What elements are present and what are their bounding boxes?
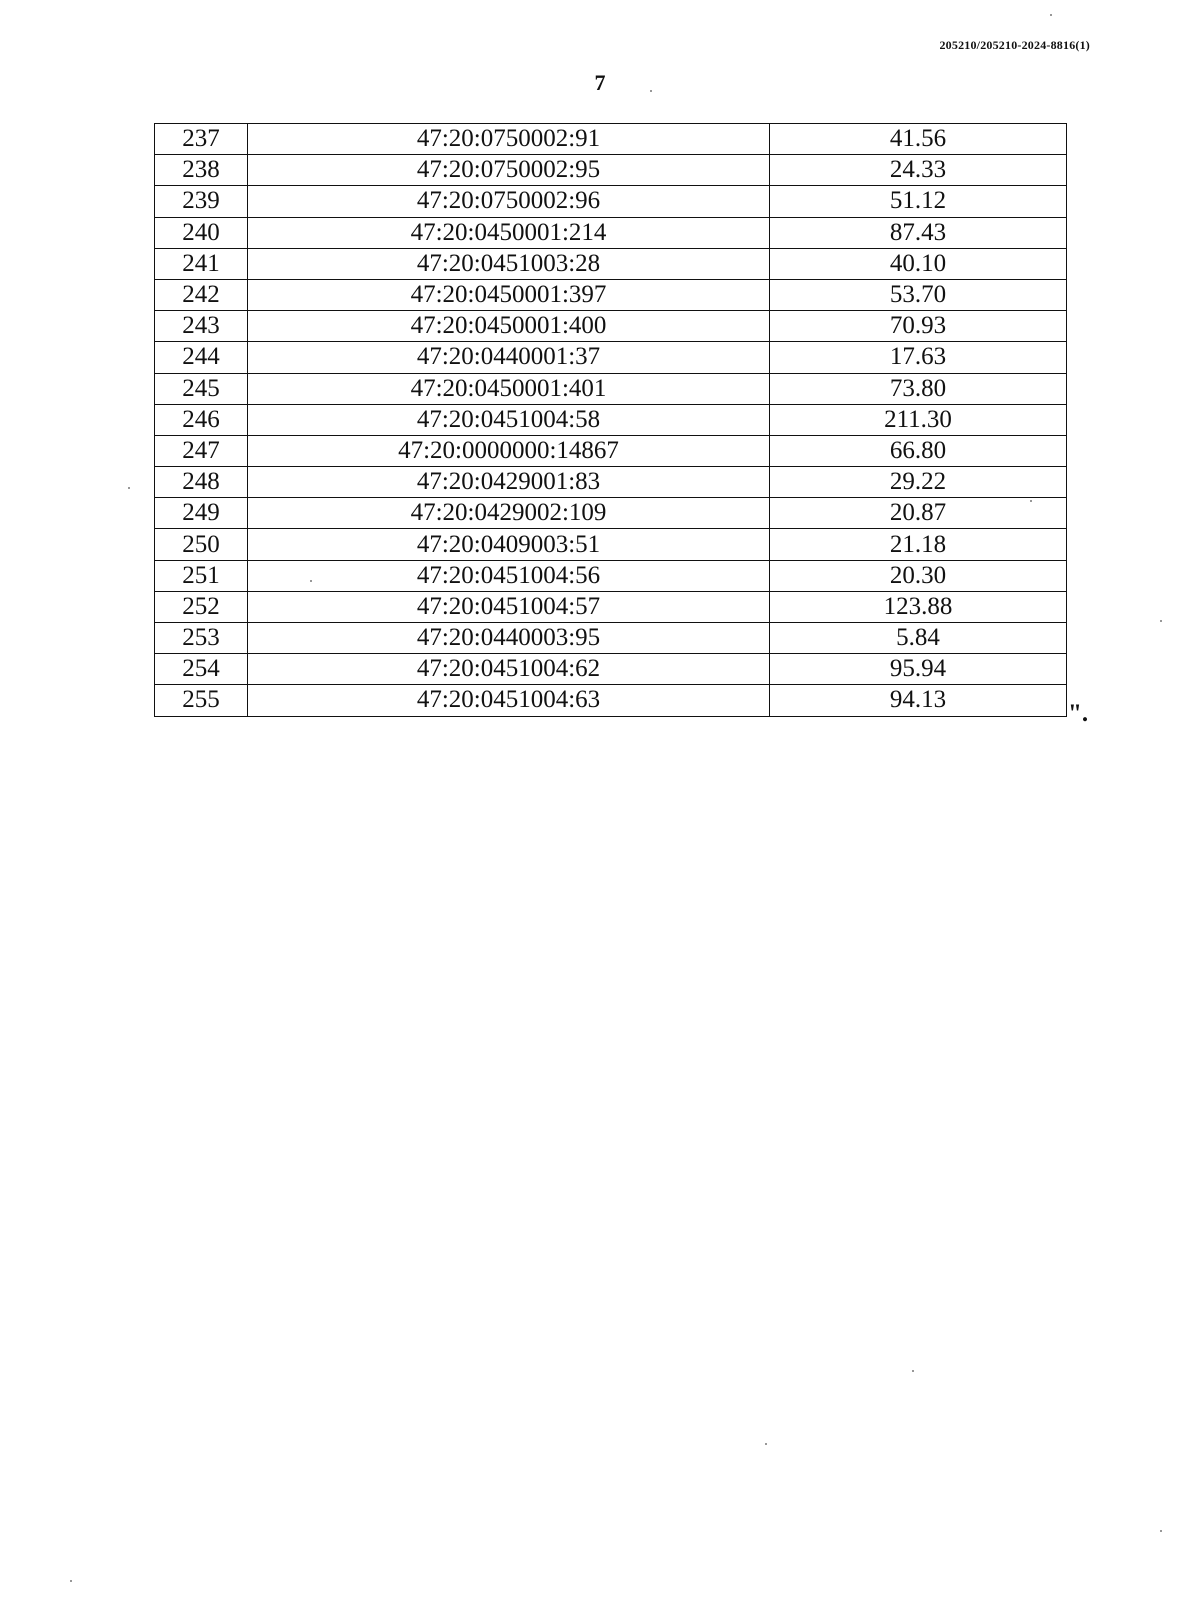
value-cell: 51.12 bbox=[770, 186, 1067, 217]
row-number-cell: 241 bbox=[155, 248, 248, 279]
row-number-cell: 255 bbox=[155, 685, 248, 716]
scan-speck bbox=[310, 580, 312, 582]
cadastral-number-cell: 47:20:0440003:95 bbox=[248, 623, 770, 654]
table-row bbox=[155, 435, 1067, 466]
table-row bbox=[155, 342, 1067, 373]
row-number-cell: 244 bbox=[155, 342, 248, 373]
cadastral-number-cell: 47:20:0429002:109 bbox=[248, 498, 770, 529]
table-row bbox=[155, 186, 1067, 217]
value-cell: 211.30 bbox=[770, 404, 1067, 435]
row-number-cell: 247 bbox=[155, 435, 248, 466]
cadastral-number-cell: 47:20:0000000:14867 bbox=[248, 435, 770, 466]
cadastral-number-cell: 47:20:0750002:91 bbox=[248, 124, 770, 155]
table-row bbox=[155, 529, 1067, 560]
table-row bbox=[155, 591, 1067, 622]
row-number-cell: 254 bbox=[155, 654, 248, 685]
scan-speck bbox=[1030, 500, 1032, 502]
value-cell: 20.30 bbox=[770, 560, 1067, 591]
closing-quote-mark: ". bbox=[1068, 700, 1089, 727]
table-row bbox=[155, 685, 1067, 716]
table-row bbox=[155, 311, 1067, 342]
cadastral-number-cell: 47:20:0440001:37 bbox=[248, 342, 770, 373]
scan-speck bbox=[70, 1580, 72, 1582]
cadastral-number-cell: 47:20:0451004:57 bbox=[248, 591, 770, 622]
value-cell: 20.87 bbox=[770, 498, 1067, 529]
row-number-cell: 252 bbox=[155, 591, 248, 622]
table-row bbox=[155, 248, 1067, 279]
cadastral-number-cell: 47:20:0450001:401 bbox=[248, 373, 770, 404]
table-row bbox=[155, 404, 1067, 435]
scan-speck bbox=[1050, 14, 1052, 16]
cadastral-number-cell: 47:20:0451004:62 bbox=[248, 654, 770, 685]
row-number-cell: 240 bbox=[155, 217, 248, 248]
table-row bbox=[155, 217, 1067, 248]
scan-speck bbox=[1160, 1530, 1162, 1532]
table-row bbox=[155, 467, 1067, 498]
row-number-cell: 248 bbox=[155, 467, 248, 498]
table-body bbox=[155, 124, 1067, 717]
row-number-cell: 239 bbox=[155, 186, 248, 217]
row-number-cell: 243 bbox=[155, 311, 248, 342]
value-cell: 40.10 bbox=[770, 248, 1067, 279]
value-cell: 66.80 bbox=[770, 435, 1067, 466]
cadastral-number-cell: 47:20:0451004:63 bbox=[248, 685, 770, 716]
table-row bbox=[155, 279, 1067, 310]
value-cell: 29.22 bbox=[770, 467, 1067, 498]
row-number-cell: 250 bbox=[155, 529, 248, 560]
table-row bbox=[155, 654, 1067, 685]
cadastral-number-cell: 47:20:0750002:95 bbox=[248, 155, 770, 186]
cadastral-number-cell: 47:20:0451004:58 bbox=[248, 404, 770, 435]
table-row bbox=[155, 373, 1067, 404]
cadastral-number-cell: 47:20:0450001:397 bbox=[248, 279, 770, 310]
row-number-cell: 245 bbox=[155, 373, 248, 404]
scan-speck bbox=[1160, 620, 1162, 622]
table-container bbox=[154, 123, 1066, 717]
table-row bbox=[155, 124, 1067, 155]
page-number: 7 bbox=[594, 70, 606, 95]
row-number-cell: 251 bbox=[155, 560, 248, 591]
value-cell: 123.88 bbox=[770, 591, 1067, 622]
document-reference-number: 205210/205210-2024-8816(1) bbox=[939, 38, 1090, 52]
value-cell: 21.18 bbox=[770, 529, 1067, 560]
table-row bbox=[155, 155, 1067, 186]
cadastral-number-cell: 47:20:0429001:83 bbox=[248, 467, 770, 498]
cadastral-table bbox=[154, 123, 1067, 717]
row-number-cell: 237 bbox=[155, 124, 248, 155]
cadastral-number-cell: 47:20:0451004:56 bbox=[248, 560, 770, 591]
cadastral-number-cell: 47:20:0450001:214 bbox=[248, 217, 770, 248]
value-cell: 70.93 bbox=[770, 311, 1067, 342]
scan-speck bbox=[912, 1370, 914, 1372]
value-cell: 95.94 bbox=[770, 654, 1067, 685]
value-cell: 87.43 bbox=[770, 217, 1067, 248]
value-cell: 5.84 bbox=[770, 623, 1067, 654]
cadastral-number-cell: 47:20:0451003:28 bbox=[248, 248, 770, 279]
cadastral-number-cell: 47:20:0450001:400 bbox=[248, 311, 770, 342]
row-number-cell: 253 bbox=[155, 623, 248, 654]
value-cell: 41.56 bbox=[770, 124, 1067, 155]
row-number-cell: 249 bbox=[155, 498, 248, 529]
value-cell: 53.70 bbox=[770, 279, 1067, 310]
cadastral-number-cell: 47:20:0750002:96 bbox=[248, 186, 770, 217]
cadastral-number-cell: 47:20:0409003:51 bbox=[248, 529, 770, 560]
value-cell: 24.33 bbox=[770, 155, 1067, 186]
value-cell: 94.13 bbox=[770, 685, 1067, 716]
value-cell: 17.63 bbox=[770, 342, 1067, 373]
table-row bbox=[155, 560, 1067, 591]
table-row bbox=[155, 498, 1067, 529]
scan-speck bbox=[650, 90, 652, 92]
row-number-cell: 238 bbox=[155, 155, 248, 186]
scan-speck bbox=[765, 1443, 767, 1445]
table-row bbox=[155, 623, 1067, 654]
value-cell: 73.80 bbox=[770, 373, 1067, 404]
row-number-cell: 246 bbox=[155, 404, 248, 435]
row-number-cell: 242 bbox=[155, 279, 248, 310]
scan-speck bbox=[128, 487, 130, 489]
